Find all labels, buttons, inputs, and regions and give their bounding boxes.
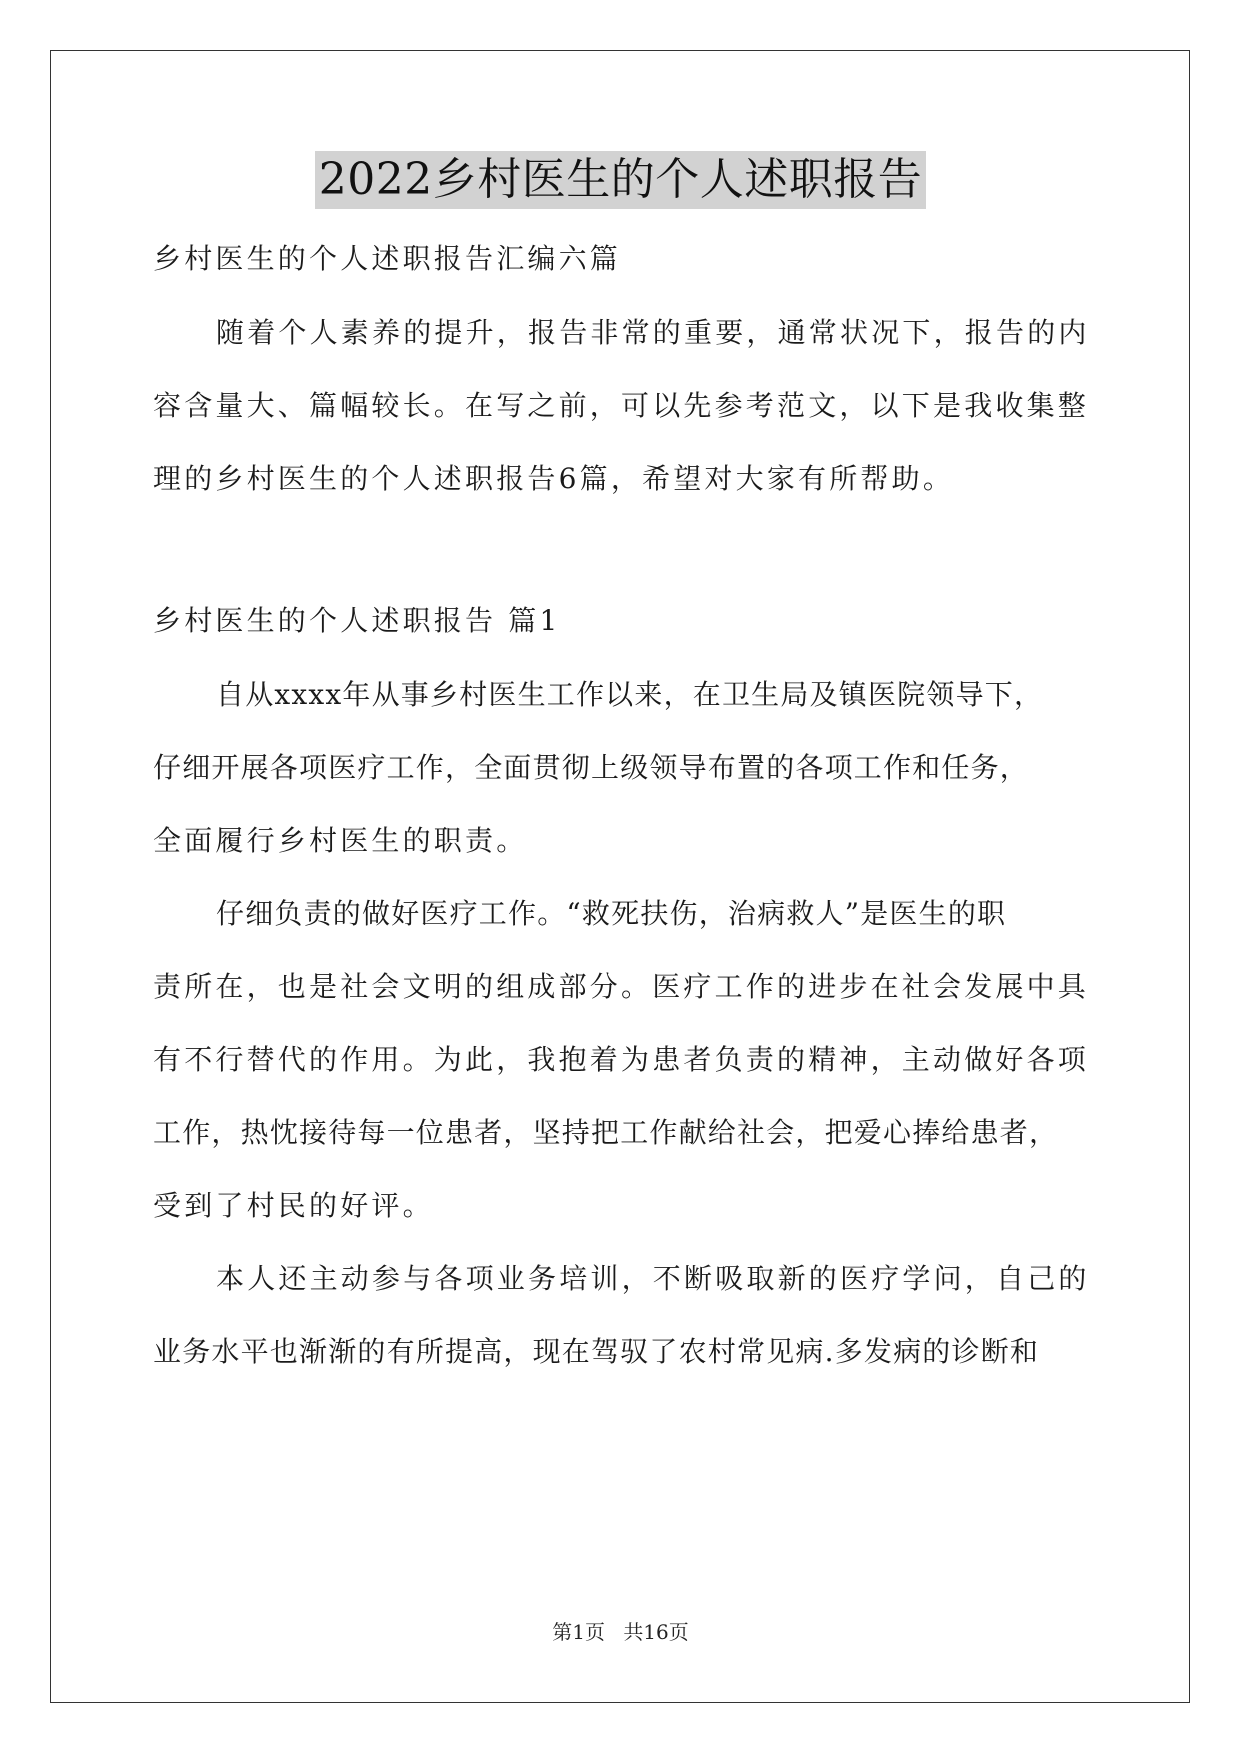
section-heading: 乡村医生的个人述职报告 篇1 (153, 604, 561, 637)
document-subtitle: 乡村医生的个人述职报告汇编六篇 (153, 242, 622, 275)
paragraph2-line-1: 仔细负责的做好医疗工作。“救死扶伤，治病救人”是医生的职 (216, 897, 1007, 930)
paragraph2-line-4: 工作，热忱接待每一位患者，坚持把工作献给社会，把爱心捧给患者， (153, 1116, 1059, 1149)
paragraph2-line-2: 责所在，也是社会文明的组成部分。医疗工作的进步在社会发展中具 (153, 970, 1090, 1003)
paragraph1-line-3: 全面履行乡村医生的职责。 (153, 824, 528, 857)
intro-line-3: 理的乡村医生的个人述职报告6篇，希望对大家有所帮助。 (153, 462, 955, 495)
page-footer (0, 1619, 1241, 1645)
paragraph2-line-5: 受到了村民的好评。 (153, 1189, 434, 1222)
paragraph2-line-3: 有不行替代的作用。为此，我抱着为患者负责的精神，主动做好各项 (153, 1043, 1090, 1076)
paragraph3-line-2: 业务水平也渐渐的有所提高，现在驾驭了农村常见病.多发病的诊断和 (153, 1335, 1040, 1368)
total-pages: 共16页 (623, 1620, 689, 1644)
title-container (0, 151, 1241, 209)
document-title: 2022乡村医生的个人述职报告 (315, 151, 926, 209)
page-number: 第1页 (552, 1620, 605, 1644)
paragraph1-line-2: 仔细开展各项医疗工作，全面贯彻上级领导布置的各项工作和任务， (153, 751, 1030, 784)
intro-line-2: 容含量大、篇幅较长。在写之前，可以先参考范文，以下是我收集整 (153, 389, 1090, 422)
intro-line-1: 随着个人素养的提升，报告非常的重要，通常状况下，报告的内 (216, 316, 1090, 349)
paragraph3-line-1: 本人还主动参与各项业务培训，不断吸取新的医疗学问，自己的 (216, 1262, 1090, 1295)
page-border (50, 50, 1190, 1703)
paragraph1-line-1: 自从xxxx年从事乡村医生工作以来，在卫生局及镇医院领导下， (216, 678, 1044, 711)
